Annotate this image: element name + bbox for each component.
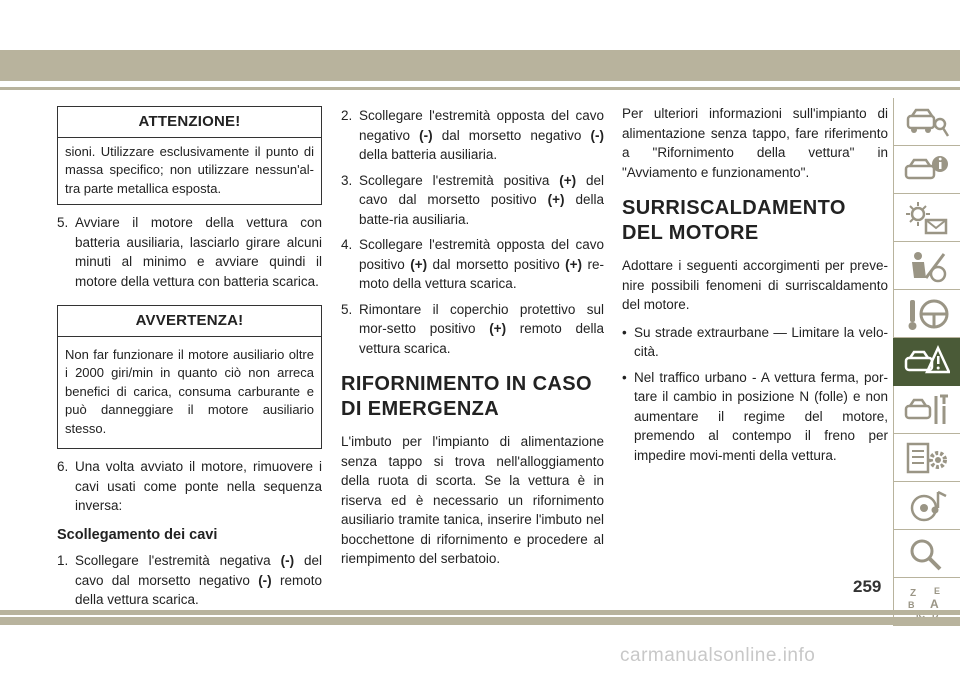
car-hazard-icon [904,344,950,380]
overheat-intro: Adottare i seguenti accorgimenti per preve-nire possibili fenomeni di surriscaldamento del motore. [622,258,888,312]
tab-car-key[interactable] [893,98,960,146]
disconnect-step-5 [341,300,604,359]
tab-search[interactable] [893,530,960,578]
disconnect-step-4 [341,235,604,294]
warning-box [57,106,322,205]
negative-sign: (-) [258,572,272,588]
chapter-tabs [893,98,960,626]
negative-sign: (-) [419,127,433,143]
tab-emergency[interactable] [893,338,960,386]
step-text: Rimontare il coperchio protettivo sul mor-setto positivo [359,301,604,336]
step-text: del cavo dal morsetto positivo [359,172,604,207]
checklist-gear-icon [904,440,950,476]
step-number: 3. [341,172,353,188]
tab-maintenance[interactable] [893,386,960,434]
negative-sign: (-) [590,127,604,143]
caution-body: Non far funzionare il motore ausiliario oltre i 2000 giri/min in quanto ciò non arreca benefici di carica, consuma carburante e può danneggiare il motore ausiliario stesso. [65,346,314,436]
overheat-heading: SURRISCALDAMENTO DEL MOTORE [622,197,846,244]
tab-steering[interactable] [893,290,960,338]
step-text: dal morsetto positivo [432,256,560,272]
step-text: remoto della vettura scarica. [359,321,604,356]
car-tools-icon [904,392,950,428]
tab-warning-lights[interactable] [893,194,960,242]
top-band [0,50,960,81]
refuel-paragraph: L'imbuto per l'impianto di alimentazione senza tappo si trova nell'alloggiamento della ruota di scorta. Se la vettura è in riserva ed è necessario un rifornimento ausiliario tramite tanica, inserire l'imbuto nel bocchettone di rifornimento e procedere al riempimento del serbatoio. [341,434,604,566]
disconnect-step-1 [57,551,322,610]
step-text: Scollegare l'estremità opposta del cavo positivo [359,237,604,272]
positive-sign: (+) [565,256,583,272]
step-number: 6. [57,459,69,474]
step-6 [57,457,322,516]
step-number: 2. [341,108,353,123]
bottom-band [0,610,960,615]
car-key-icon [904,104,950,140]
search-icon [904,536,950,572]
step-text: Scollegare l'estremità positiva [359,172,550,188]
step-number: 5. [341,301,353,317]
bottom-band-thick [0,617,960,625]
tab-safety[interactable] [893,242,960,290]
watermark: carmanualsonline.info [620,645,816,666]
disconnect-heading: Scollegamento dei cavi [57,526,218,543]
car-info-icon [904,152,950,188]
step-5 [57,213,322,291]
tab-specifications[interactable] [893,434,960,482]
tab-multimedia[interactable] [893,482,960,530]
step-text: del cavo dal morsetto negativo [75,553,322,588]
positive-sign: (+) [410,256,428,272]
column-left [57,106,322,616]
list-item [622,368,888,466]
refuel-heading: RIFORNIMENTO IN CASO DI EMERGENZA [341,373,592,420]
positive-sign: (+) [559,172,577,188]
svg-text:A: A [930,596,939,611]
page-number: 259 [853,577,882,596]
svg-text:B: B [908,599,915,610]
svg-text:Z: Z [910,587,917,599]
step-text: della batte-ria ausiliaria. [359,192,604,227]
tab-car-info[interactable] [893,146,960,194]
positive-sign: (+) [547,192,565,207]
bullet-mark: • [622,324,627,340]
svg-text:E: E [934,585,941,596]
column-right [622,104,888,471]
refuel-more-paragraph: Per ulteriori informazioni sull'impianto di alimentazione senza tappo, fare riferimento a "Rifornimento della vettura" in "Avviamento e funzionamento". [622,106,888,180]
positive-sign: (+) [489,321,507,336]
caution-title: AVVERTENZA! [58,306,321,337]
negative-sign: (-) [280,553,295,568]
step-text: remoto della vettura scarica. [75,572,322,607]
warning-lights-icon [904,200,950,236]
safety-seat-icon [904,248,950,284]
bullet-text: Su strade extraurbane — Limitare la velo-cità. [634,324,888,359]
disconnect-step-3 [341,171,604,230]
step-number: 4. [341,237,353,252]
step-text: Avviare il motore della vettura con batteria ausiliaria, lasciarlo girare alcuni minuti al minimo e avviare quindi il motore della vettura con batteria scarica. [75,215,322,289]
step-number: 1. [57,553,69,568]
steering-wheel-icon [904,296,950,332]
column-middle [341,106,604,577]
step-text: Una volta avviato il motore, rimuovere i cavi usati come ponte nella sequenza inversa: [75,459,322,513]
step-text: re-moto della vettura scarica. [359,256,604,291]
bullet-mark: • [622,369,627,385]
caution-box [57,305,322,449]
step-text: Scollegare l'estremità negativa [75,553,271,568]
step-number: 5. [57,215,69,230]
warning-body: sioni. Utilizzare esclusivamente il punto di massa specifico; non utilizzare nessun'al-tra parte metallica esposta. [65,143,314,196]
multimedia-icon [904,488,950,524]
step-text: Scollegare l'estremità opposta del cavo negativo [359,108,604,143]
step-text: dal morsetto negativo [441,127,582,143]
disconnect-step-2 [341,106,604,165]
list-item [622,323,888,362]
step-text: della batteria ausiliaria. [359,147,498,162]
top-rule [0,87,960,90]
bullet-text: Nel traffico urbano - A vettura ferma, por-tare il cambio in posizione N (folle) e non aumentare il regime del motore, premendo al contempo il freno per impedire movi-menti della vettura. [634,369,888,463]
warning-title: ATTENZIONE! [58,107,321,138]
